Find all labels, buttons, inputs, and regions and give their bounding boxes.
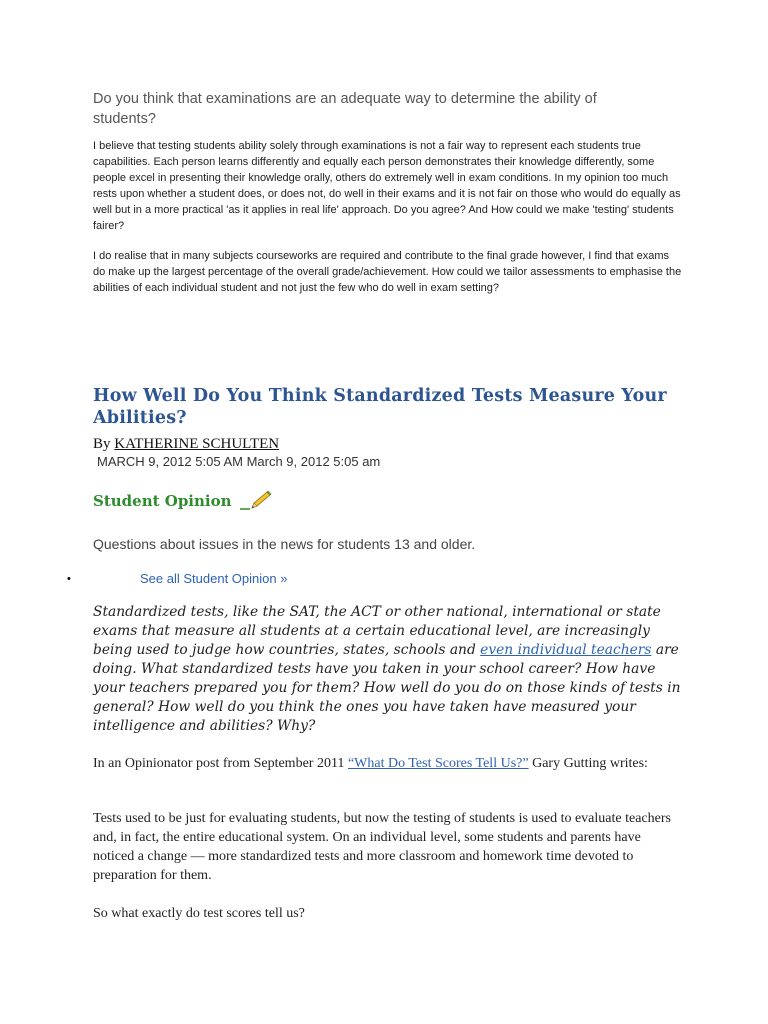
- intro-text-after: are doing. What standardized tests have you taken in your school career? How have your teachers prepared you for them? How well do you do on those kinds of tests in general? How well do you think the ones you have taken have measured your intelligence and abilities? Why?: [93, 642, 681, 734]
- intro-text-before: Standardized tests, like the SAT, the ACT or other national, international or state exams that measure all students at a certain educational level, are increasingly being used to judge how countries, states, schools and: [93, 604, 661, 658]
- intro-paragraph: [93, 603, 683, 736]
- question-title: Do you think that examinations are an adequate way to determine the ability of students?: [93, 91, 597, 127]
- section-label[interactable]: Student Opinion: [93, 492, 232, 510]
- question-paragraph-2: I do realise that in many subjects courseworks are required and contribute to the final grade however, I find that exams do make up the largest percentage of the overall grade/achievement. How could we tailor assessments to emphasise the abilities of each individual student and not just the few who do well in exam setting?: [93, 250, 682, 294]
- author-link[interactable]: KATHERINE SCHULTEN: [114, 436, 280, 452]
- opinionator-paragraph: [93, 754, 683, 773]
- even-individual-teachers-link[interactable]: even individual teachers: [480, 642, 652, 658]
- question-paragraph-1: I believe that testing students ability solely through examinations is not a fair way to represent each students true capabilities. Each person learns differently and equally each person demonstrates their knowledge differently, some people excel in presenting their knowledge orally, others do extremely well in exam conditions. In my opinion too much rests upon whether a student does, or does not, do well in their exams and it is not fair on those who would do equally as well but in a more practical 'as it applies in real life' approach. Do you agree? And How could we make 'testing' students fairer?: [93, 140, 681, 232]
- byline-prefix: By: [93, 436, 115, 452]
- article-headline[interactable]: How Well Do You Think Standardized Tests Measure Your Abilities?: [93, 386, 667, 428]
- quote-paragraph: Tests used to be just for evaluating students, but now the testing of students is used to evaluate teachers and, in fact, the entire educational system. On an individual level, some students and parents have noticed a change — more standardized tests and more classroom and homework time devoted to preparation for them.: [93, 811, 671, 883]
- byline: [93, 435, 279, 453]
- closing-question: So what exactly do test scores tell us?: [93, 906, 305, 921]
- dateline: MARCH 9, 2012 5:05 AM March 9, 2012 5:05 am: [97, 454, 381, 469]
- pencil-icon: [240, 489, 272, 516]
- opinionator-text-before: In an Opinionator post from September 2011: [93, 756, 348, 771]
- see-all-student-opinion-link[interactable]: See all Student Opinion »: [140, 571, 288, 586]
- test-scores-article-link[interactable]: “What Do Test Scores Tell Us?”: [347, 756, 529, 771]
- list-bullet: •: [67, 573, 71, 585]
- section-description: Questions about issues in the news for students 13 and older.: [93, 536, 476, 552]
- opinionator-text-after: Gary Gutting writes:: [528, 756, 648, 771]
